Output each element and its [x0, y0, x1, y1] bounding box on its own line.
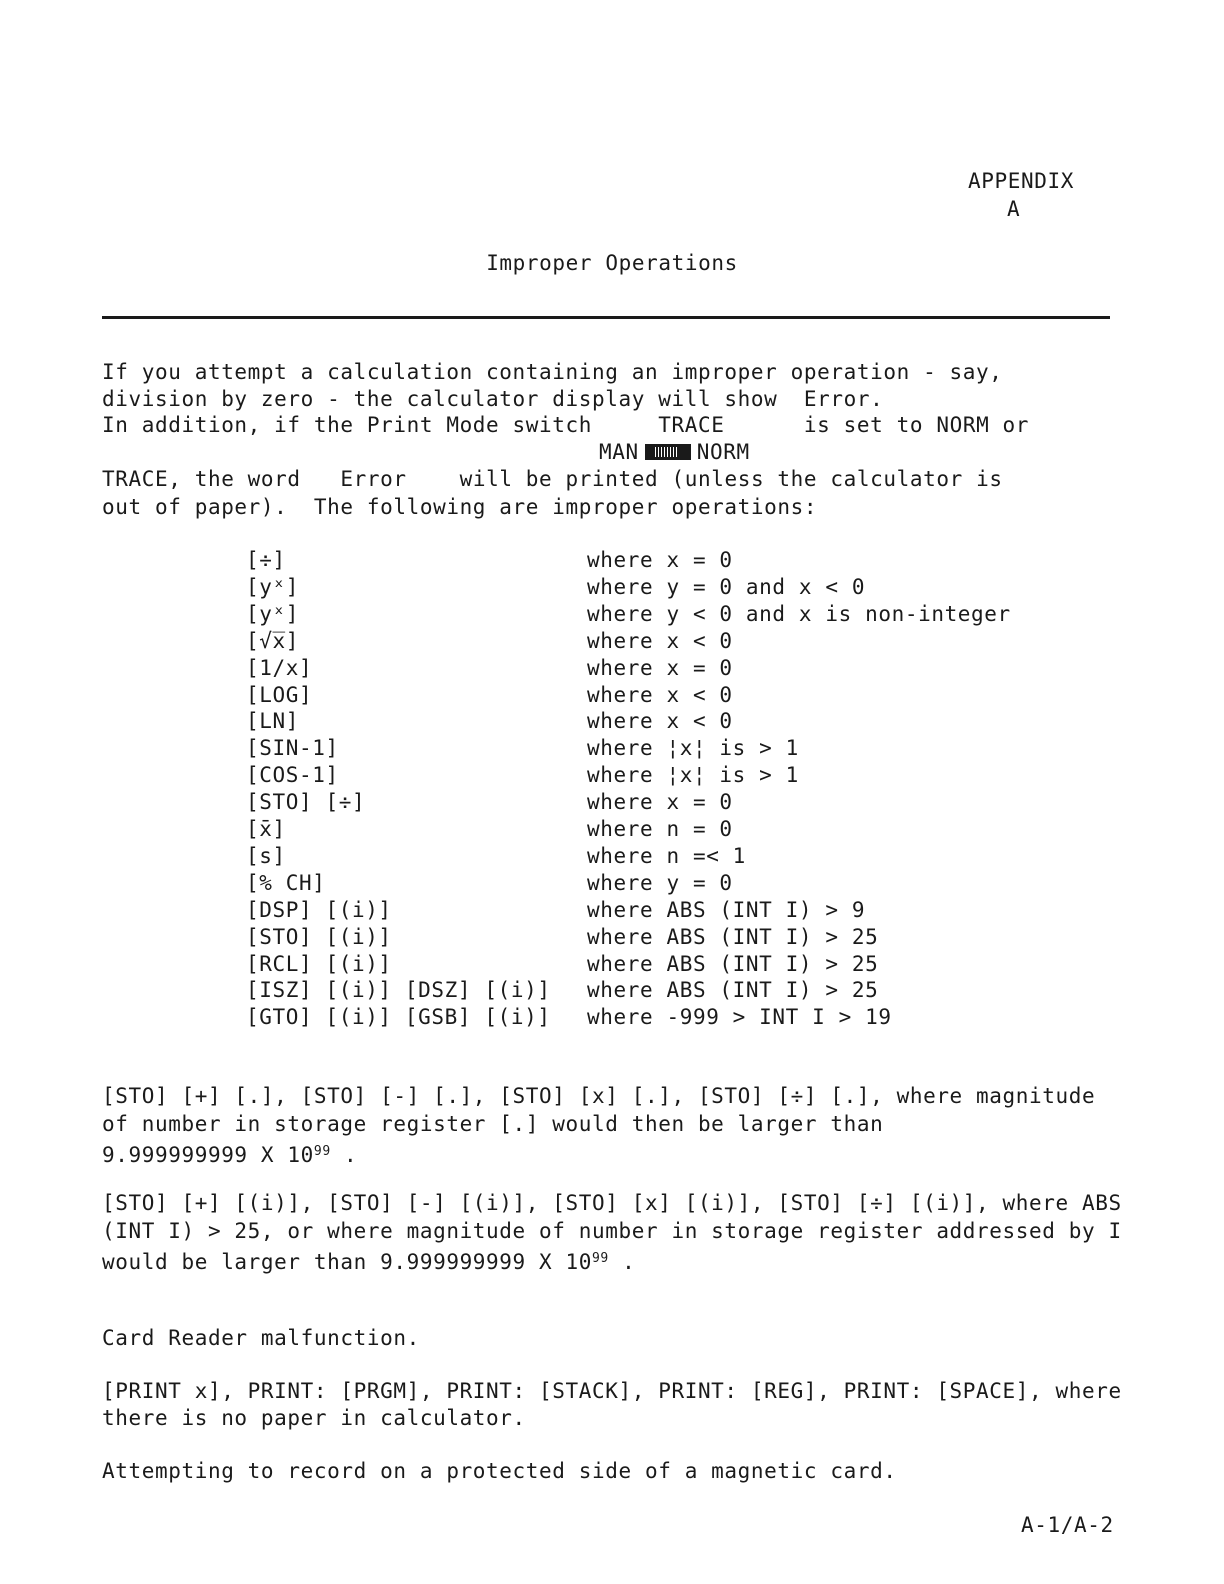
operation-condition: where x < 0 — [587, 709, 733, 733]
trace-label: TRACE — [658, 413, 725, 437]
operation-condition: where x < 0 — [587, 629, 733, 653]
operation-condition: where n = 0 — [587, 817, 733, 841]
operation-condition: where y < 0 and x is non-integer — [587, 602, 1011, 626]
record-para: Attempting to record on a protected side of a magnetic card. — [102, 1459, 897, 1483]
intro-line-5: TRACE, the word Error will be printed (unless the calculator is — [102, 467, 1003, 491]
indirect-para-line-1: [STO] [+] [(i)], [STO] [-] [(i)], [STO] [x] [(i)], [STO] [÷] [(i)], where ABS — [102, 1191, 1122, 1215]
storage-para-line-1: [STO] [+] [.], [STO] [-] [.], [STO] [x] [.], [STO] [÷] [.], where magnitude — [102, 1084, 1096, 1108]
print-mode-switch — [599, 439, 750, 466]
appendix-letter: A — [1007, 197, 1021, 221]
storage-para-line-2: of number in storage register [.] would then be larger than — [102, 1112, 884, 1136]
error-print-text: Error — [340, 467, 407, 491]
operation-key: [GTO] [(i)] [GSB] [(i)] — [246, 1005, 551, 1029]
intro-line-2: division by zero - the calculator display will show Error. — [102, 387, 884, 411]
operation-key: [RCL] [(i)] — [246, 952, 392, 976]
operation-condition: where x = 0 — [587, 548, 733, 572]
page-number: A-1/A-2 — [1021, 1513, 1114, 1537]
operation-key: [ISZ] [(i)] [DSZ] [(i)] — [246, 978, 551, 1002]
operation-condition: where x = 0 — [587, 656, 733, 680]
operation-key: [x̄] — [246, 817, 286, 841]
operation-condition: where y = 0 and x < 0 — [587, 575, 866, 599]
storage-para-line-3: 9.999999999 X $10^{99}$ . — [102, 1143, 358, 1167]
error-display-text: Error. — [803, 387, 884, 411]
operation-condition: where n =< 1 — [587, 844, 746, 868]
operation-key: [1/x] — [246, 656, 313, 680]
operation-condition: where x = 0 — [587, 790, 733, 814]
operation-condition: where -999 > INT I > 19 — [587, 1005, 892, 1029]
operation-key: [COS-1] — [246, 763, 339, 787]
operation-condition: where y = 0 — [587, 871, 733, 895]
operation-condition: where ABS (INT I) > 25 — [587, 952, 879, 976]
operation-key: [√x̅] — [246, 629, 299, 653]
header-divider — [102, 316, 1110, 319]
indirect-para-line-3: would be larger than 9.999999999 X $10^{99}$ . — [102, 1250, 636, 1274]
card-reader-para: Card Reader malfunction. — [102, 1326, 420, 1350]
operation-condition: where ¦x¦ is > 1 — [587, 763, 799, 787]
switch-man-label: MAN — [599, 440, 639, 464]
operation-condition: where ¦x¦ is > 1 — [587, 736, 799, 760]
intro-line-1: If you attempt a calculation containing an improper operation - say, — [102, 360, 1003, 384]
operation-key: [LN] — [246, 709, 299, 733]
appendix-label: APPENDIX — [968, 169, 1074, 193]
operation-key: [STO] [(i)] — [246, 925, 392, 949]
operation-condition: where x < 0 — [587, 683, 733, 707]
operation-key: [STO] [÷] — [246, 790, 366, 814]
intro-line-6: out of paper). The following are improper operations: — [102, 495, 818, 519]
page-title: Improper Operations — [486, 251, 738, 275]
operation-key: [÷] — [246, 548, 286, 572]
indirect-para-line-2: (INT I) > 25, or where magnitude of number in storage register addressed by I — [102, 1219, 1122, 1243]
operation-key: [DSP] [(i)] — [246, 898, 392, 922]
operation-condition: where ABS (INT I) > 25 — [587, 978, 879, 1002]
switch-slider-icon — [645, 444, 691, 460]
operation-key: [yˣ] — [246, 602, 299, 626]
operation-key: [LOG] — [246, 683, 313, 707]
operation-key: [yˣ] — [246, 575, 299, 599]
operation-key: [% CH] — [246, 871, 326, 895]
intro-line-3: In addition, if the Print Mode switch TRACE is set to NORM or — [102, 413, 1030, 437]
print-para-line-1: [PRINT x], PRINT: [PRGM], PRINT: [STACK], PRINT: [REG], PRINT: [SPACE], where — [102, 1379, 1122, 1403]
operation-condition: where ABS (INT I) > 9 — [587, 898, 866, 922]
switch-norm-label: NORM — [696, 440, 750, 464]
operation-key: [s] — [246, 844, 286, 868]
operation-condition: where ABS (INT I) > 25 — [587, 925, 879, 949]
operation-key: [SIN-1] — [246, 736, 339, 760]
print-para-line-2: there is no paper in calculator. — [102, 1406, 526, 1430]
